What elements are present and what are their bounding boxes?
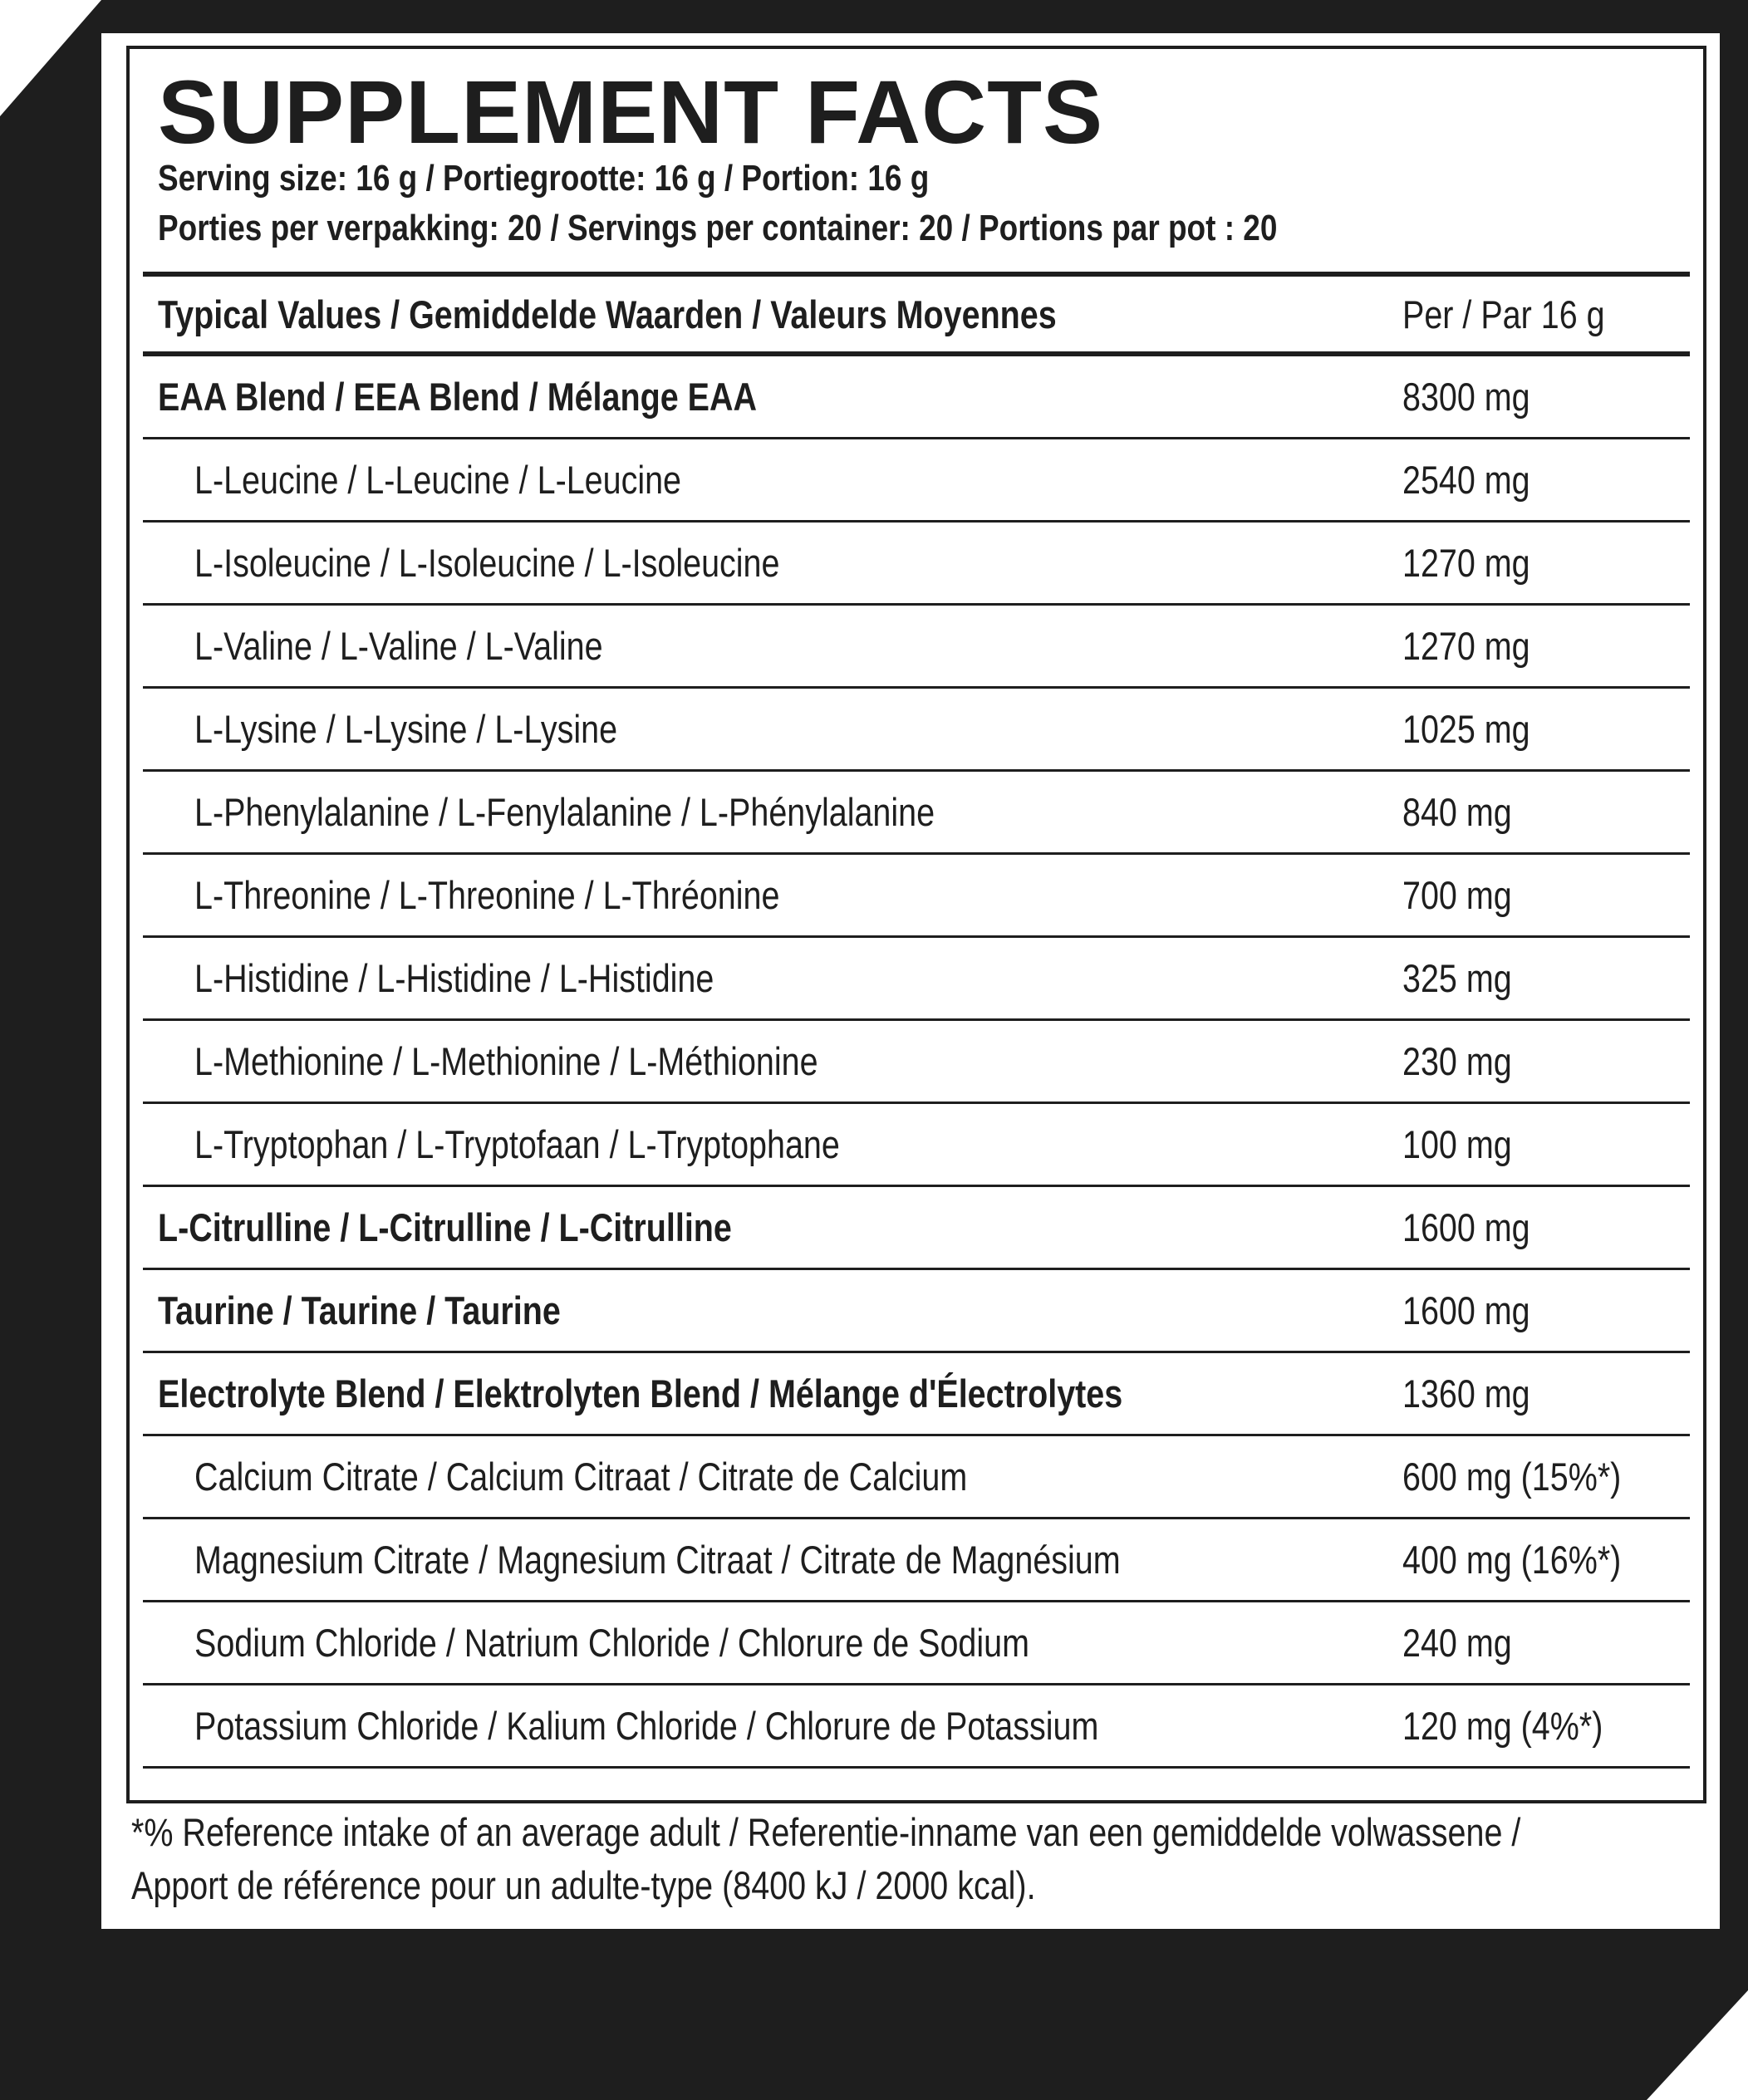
table-row (143, 1104, 1690, 1187)
row-label: Magnesium Citrate / Magnesium Citraat / Citrate de Magnésium (194, 1538, 1121, 1582)
row-value: 600 mg (15%*) (1402, 1455, 1622, 1499)
row-value: 100 mg (1402, 1122, 1512, 1166)
row-value: 8300 mg (1402, 375, 1530, 419)
row-value: 1600 mg (1402, 1205, 1530, 1249)
table-row (143, 1187, 1690, 1270)
row-value: 230 mg (1402, 1039, 1512, 1083)
row-value: 1025 mg (1402, 707, 1530, 751)
row-value: 240 mg (1402, 1621, 1512, 1665)
table-row (143, 606, 1690, 689)
table-row (143, 523, 1690, 606)
row-label: Taurine / Taurine / Taurine (158, 1288, 561, 1332)
table-row (143, 1685, 1690, 1769)
serving-size-line: Serving size: 16 g / Portiegrootte: 16 g / Portion: 16 g (158, 158, 930, 199)
row-label: Calcium Citrate / Calcium Citraat / Citrate de Calcium (194, 1455, 968, 1499)
table-row (143, 855, 1690, 938)
table-body (143, 356, 1690, 1769)
row-label: L-Tryptophan / L-Tryptofaan / L-Tryptophane (194, 1122, 840, 1166)
table-row (143, 772, 1690, 855)
facts-title: SUPPLEMENT FACTS (158, 61, 1104, 162)
table-row (143, 938, 1690, 1021)
row-value: 1600 mg (1402, 1288, 1530, 1332)
row-value: 120 mg (4%*) (1402, 1704, 1603, 1748)
row-label: EAA Blend / EEA Blend / Mélange EAA (158, 375, 757, 419)
row-label: L-Threonine / L-Threonine / L-Thréonine (194, 873, 780, 917)
row-value: 1270 mg (1402, 624, 1530, 668)
row-value: 840 mg (1402, 790, 1512, 834)
table-row (143, 1519, 1690, 1602)
row-label: L-Phenylalanine / L-Fenylalanine / L-Phénylalanine (194, 790, 935, 834)
row-label: Sodium Chloride / Natrium Chloride / Chlorure de Sodium (194, 1621, 1029, 1665)
row-value: 1270 mg (1402, 541, 1530, 585)
row-value: 325 mg (1402, 956, 1512, 1000)
row-label: L-Histidine / L-Histidine / L-Histidine (194, 956, 714, 1000)
header-label: Typical Values / Gemiddelde Waarden / Valeurs Moyennes (158, 292, 1057, 336)
table-header (143, 277, 1690, 356)
label-panel (101, 33, 1720, 1929)
row-value: 2540 mg (1402, 458, 1530, 502)
header-value: Per / Par 16 g (1402, 292, 1605, 336)
table-row (143, 439, 1690, 523)
row-label: L-Valine / L-Valine / L-Valine (194, 624, 603, 668)
servings-per-container-line: Porties per verpakking: 20 / Servings per container: 20 / Portions par pot : 20 (158, 208, 1278, 248)
row-label: Potassium Chloride / Kalium Chloride / Chlorure de Potassium (194, 1704, 1099, 1748)
row-label: L-Lysine / L-Lysine / L-Lysine (194, 707, 618, 751)
row-label: L-Methionine / L-Methionine / L-Méthionine (194, 1039, 818, 1083)
row-value: 1360 mg (1402, 1371, 1530, 1416)
table-row (143, 1602, 1690, 1685)
footnote-line-1: *% Reference intake of an average adult / Referentie-inname van een gemiddelde volwassene / (131, 1810, 1521, 1854)
footnote-line-2: Apport de référence pour un adulte-type (8400 kJ / 2000 kcal). (131, 1863, 1036, 1907)
table-row (143, 1270, 1690, 1353)
row-label: L-Leucine / L-Leucine / L-Leucine (194, 458, 682, 502)
row-label: Electrolyte Blend / Elektrolyten Blend / Mélange d'Électrolytes (158, 1371, 1123, 1416)
row-label: L-Citrulline / L-Citrulline / L-Citrulline (158, 1205, 732, 1249)
reference-intake-footnote (131, 1806, 1710, 1912)
table-row (143, 1353, 1690, 1436)
row-value: 400 mg (16%*) (1402, 1538, 1622, 1582)
supplement-facts-table (126, 46, 1706, 1803)
row-label: L-Isoleucine / L-Isoleucine / L-Isoleucine (194, 541, 780, 585)
table-row (143, 1021, 1690, 1104)
table-row (143, 356, 1690, 439)
table-row (143, 1436, 1690, 1519)
table-row (143, 689, 1690, 772)
row-value: 700 mg (1402, 873, 1512, 917)
